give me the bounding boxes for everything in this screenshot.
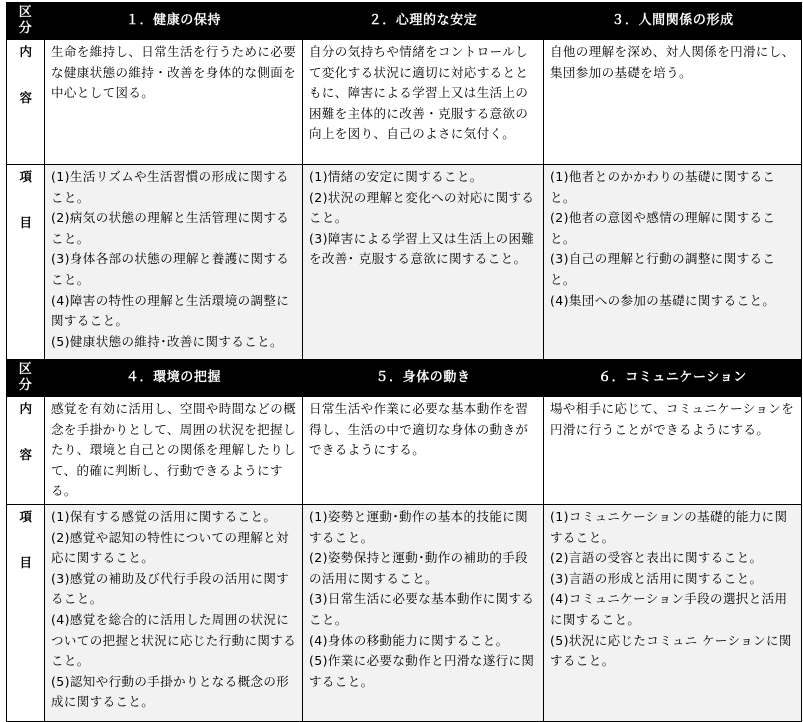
kubun-label-top: 区 xyxy=(18,362,33,377)
komoku-label-bottom: 目 xyxy=(19,215,33,230)
list-item: (2)言語の受容と表出に関すること。 xyxy=(550,550,763,566)
kubun-label-top: 区 xyxy=(18,5,33,20)
list-item: (1)姿勢と運動･動作の基本的技能に関すること。 xyxy=(309,508,529,545)
list-item: (1)保有する感覚の活用に関すること。 xyxy=(51,508,277,524)
items-communication xyxy=(544,504,802,721)
list-item: (5)認知や行動の手掛かりとなる概念の形成に関すること。 xyxy=(51,673,290,710)
list-item: (4)障害の特性の理解と生活環境の調整に関すること。 xyxy=(51,292,290,329)
section1-items-row xyxy=(7,165,802,360)
kubun-label xyxy=(7,3,45,40)
list-item: (1)生活リズムや生活習慣の形成に関すること。 xyxy=(51,169,289,205)
content-relationships xyxy=(544,40,802,165)
list-item: (3)感覚の補助及び代行手段の活用に関すること。 xyxy=(51,570,290,607)
komoku-label xyxy=(7,504,45,721)
list-item: (2)状況の理解と変化への対応に関すること。 xyxy=(309,189,535,226)
komoku-label-top: 項 xyxy=(19,169,33,184)
section2-items-row xyxy=(7,504,802,721)
list-item: (5)健康状態の維持･改善に関すること。 xyxy=(51,333,283,349)
list-item: (3)日常生活に必要な基本動作に関すること。 xyxy=(309,591,535,627)
list-item: (4)感覚を総合的に活用した周囲の状況についての把握と状況に応じた行動に関すること。 xyxy=(51,611,297,669)
list-item: (4)コミュニケーション手段の選択と活用に関すること。 xyxy=(550,591,788,627)
content-communication xyxy=(544,397,802,505)
komoku-label-bottom: 目 xyxy=(19,554,33,570)
content-text: 感覚を有効に活用し、空間や時間などの概念を手掛かりとして、周囲の状況を把握したり、環境と自己との関係を理解したりして、的確に判断し、行動できるようにする。 xyxy=(51,401,297,499)
list-item: (3)障害による学習上又は生活上の困難を改善･ 克服する意欲に関すること。 xyxy=(309,230,535,267)
komoku-label xyxy=(7,165,45,360)
list-item: (1)情緒の安定に関すること。 xyxy=(309,169,483,184)
category-header-relationships: ３．人間関係の形成 xyxy=(544,3,802,40)
list-item: (3)身体各部の状態の理解と養護に関すること。 xyxy=(51,251,290,287)
naiyo-label xyxy=(7,397,45,505)
section1-contents-row xyxy=(7,40,802,165)
list-item: (2)姿勢保持と運動･動作の補助的手段の活用に関すること。 xyxy=(309,550,529,586)
items-health xyxy=(45,165,303,360)
list-item: (3)言語の形成と活用に関すること。 xyxy=(550,570,763,586)
content-text: 自分の気持ちや情緒をコントロールして変化する状況に適切に対応するとともに、障害による学習上又は生活上の困難を主体的に改善・克服する意欲の向上を図り、自己のよさに気付く。 xyxy=(309,44,529,142)
list-item: (5)作業に必要な動作と円滑な遂行に関すること。 xyxy=(309,653,535,689)
content-text: 自他の理解を深め、対人関係を円滑にし、集団参加の基礎を培う。 xyxy=(550,44,795,80)
kubun-label-bottom: 分 xyxy=(18,21,33,36)
list-item: (2)感覚や認知の特性についての理解と対応に関すること。 xyxy=(51,529,289,566)
items-psychological xyxy=(303,165,544,360)
naiyo-label-top: 内 xyxy=(19,401,33,416)
kubun-label-bottom: 分 xyxy=(18,378,33,393)
naiyo-label xyxy=(7,40,45,165)
content-text: 場や相手に応じて、コミュニケーションを円滑に行うことができるようにする。 xyxy=(550,401,795,437)
content-text: 日常生活や作業に必要な基本動作を習得し、生活の中で適切な身体の動きができるようにする。 xyxy=(309,401,529,458)
naiyo-label-bottom: 容 xyxy=(19,90,33,105)
category-header-environment: ４．環境の把握 xyxy=(45,360,303,397)
list-item: (1)他者とのかかわりの基礎に関すること。 xyxy=(550,169,776,205)
naiyo-label-top: 内 xyxy=(19,44,33,59)
category-header-body-movement: ５．身体の動き xyxy=(303,360,544,397)
content-body-movement xyxy=(303,397,544,505)
category-header-psychological: ２．心理的な安定 xyxy=(303,3,544,40)
content-health xyxy=(45,40,303,165)
section2-header-row xyxy=(7,360,802,397)
list-item: (2)病気の状態の理解と生活管理に関すること。 xyxy=(51,210,290,246)
category-header-communication: ６．コミュニケーション xyxy=(544,360,802,397)
list-item: (2)他者の意図や感情の理解に関すること。 xyxy=(550,210,776,246)
list-item: (4)集団への参加の基礎に関すること。 xyxy=(550,292,776,308)
category-header-health: １．健康の保持 xyxy=(45,3,303,40)
section2-contents-row xyxy=(7,397,802,505)
content-text: 生命を維持し、日常生活を行うために必要な健康状態の維持・改善を身体的な側面を中心として図る。 xyxy=(51,44,297,101)
items-environment xyxy=(45,504,303,721)
content-environment xyxy=(45,397,303,505)
items-body-movement xyxy=(303,504,544,721)
kubun-label xyxy=(7,360,45,397)
komoku-label-top: 項 xyxy=(19,508,33,524)
items-relationships xyxy=(544,165,802,360)
content-psychological xyxy=(303,40,544,165)
list-item: (1)コミュニケーションの基礎的能力に関すること。 xyxy=(550,508,788,545)
list-item: (5)状況に応じたコミュニ ケーションに関すること。 xyxy=(550,632,792,669)
section1-header-row xyxy=(7,3,802,40)
self-reliance-activities-table xyxy=(6,2,802,722)
naiyo-label-bottom: 容 xyxy=(19,447,33,462)
list-item: (3)自己の理解と行動の調整に関すること。 xyxy=(550,251,776,287)
list-item: (4)身体の移動能力に関すること。 xyxy=(309,632,509,648)
